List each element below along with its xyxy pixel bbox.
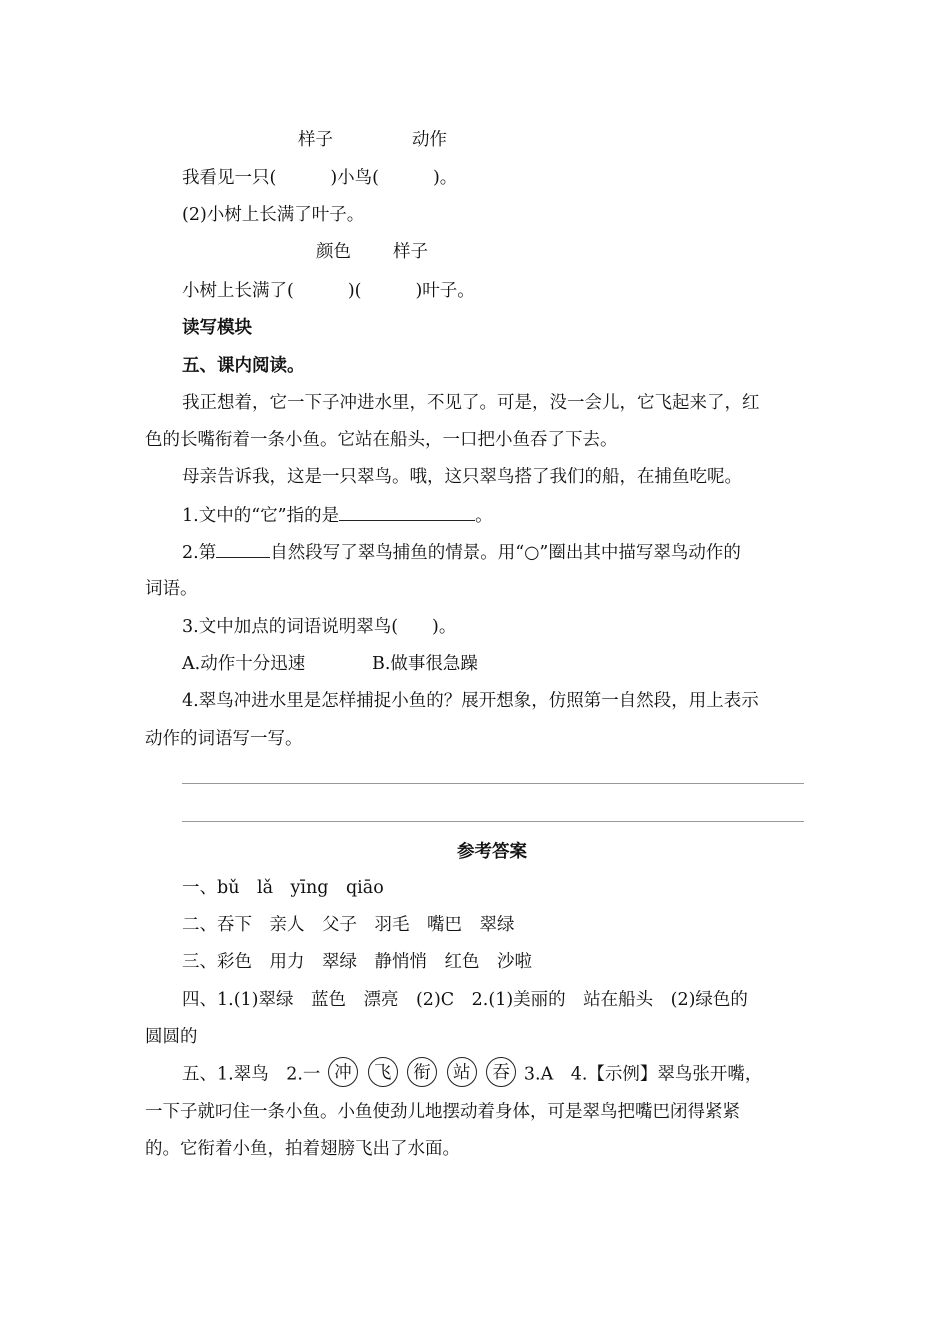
q4-part2-prompt: (2)小树上长满了叶子。 [182, 205, 365, 225]
option-a: A.动作十分迅速 [182, 654, 306, 674]
writing-line[interactable] [182, 783, 804, 784]
option-b: B.做事很急躁 [372, 654, 478, 674]
circled-word: 飞 [368, 1057, 398, 1087]
question-3 [182, 616, 456, 638]
choice-label-shape: 样子 [393, 242, 428, 262]
section5-title: 五、课内阅读。 [182, 356, 305, 376]
question-text: )。 [432, 617, 457, 637]
fill-sentence-bird [182, 167, 457, 189]
sentence-fragment: 我看见一只( [182, 168, 277, 188]
passage-line: 色的长嘴衔着一条小鱼。它站在船头，一口把小鱼吞了下去。 [145, 430, 618, 450]
circled-word: 衔 [407, 1057, 437, 1087]
answer-4-cont: 圆圆的 [145, 1027, 198, 1047]
circled-word: 吞 [486, 1057, 516, 1087]
answer-2: 二、吞下 亲人 父子 羽毛 嘴巴 翠绿 [182, 915, 515, 935]
choice-label-action: 动作 [412, 130, 447, 150]
question-text: 3.文中加点的词语说明翠鸟( [182, 617, 399, 637]
sentence-fragment: )小鸟( [330, 168, 379, 188]
circled-word: 冲 [328, 1057, 358, 1087]
answer-text: 3.A 4.【示例】翠鸟张开嘴， [523, 1064, 763, 1085]
question-4: 4.翠鸟冲进水里是怎样捕捉小鱼的？展开想象，仿照第一自然段，用上表示 [182, 691, 759, 711]
sentence-fragment: 小树上长满了( [182, 281, 294, 301]
question-1 [182, 504, 493, 527]
question-2-cont: 词语。 [145, 579, 198, 599]
answer-5 [182, 1063, 762, 1087]
sentence-fragment: )( [347, 281, 362, 301]
choice-label-appearance: 样子 [298, 130, 333, 150]
answer-3: 三、彩色 用力 翠绿 静悄悄 红色 沙啦 [182, 952, 532, 972]
answer-5-cont: 的。它衔着小鱼，拍着翅膀飞出了水面。 [145, 1139, 460, 1159]
answer-5-cont: 一下子就叼住一条小鱼。小鱼使劲儿地摆动着身体，可是翠鸟把嘴巴闭得紧紧 [145, 1102, 740, 1122]
question-2 [182, 541, 741, 564]
question-text: 自然段写了翠鸟捕鱼的情景。用“○”圈出其中描写翠鸟动作的 [270, 543, 741, 563]
answer-blank[interactable] [339, 504, 475, 521]
circled-word: 站 [447, 1057, 477, 1087]
answers-title: 参考答案 [457, 842, 527, 862]
question-text: 2.第 [182, 543, 217, 563]
module-title: 读写模块 [182, 318, 252, 338]
answer-1: 一、bǔ lǎ yīng qiāo [182, 878, 384, 898]
sentence-fragment: )。 [432, 168, 458, 188]
writing-line[interactable] [182, 821, 804, 822]
answer-4: 四、1.(1)翠绿 蓝色 漂亮 (2)C 2.(1)美丽的 站在船头 (2)绿色的 [182, 990, 748, 1010]
answer-text: 五、1.翠鸟 2.一 [182, 1064, 321, 1085]
question-text: 1.文中的“它”指的是 [182, 506, 340, 526]
choice-label-color: 颜色 [316, 242, 351, 262]
passage-line: 我正想着，它一下子冲进水里，不见了。可是，没一会儿，它飞起来了，红 [182, 393, 760, 413]
fill-sentence-tree [182, 280, 475, 302]
question-4-cont: 动作的词语写一写。 [145, 729, 303, 749]
answer-blank[interactable] [216, 541, 270, 558]
question-text: 。 [475, 506, 493, 526]
passage-line: 母亲告诉我，这是一只翠鸟。哦，这只翠鸟搭了我们的船，在捕鱼吃呢。 [182, 467, 742, 487]
sentence-fragment: )叶子。 [415, 281, 475, 301]
